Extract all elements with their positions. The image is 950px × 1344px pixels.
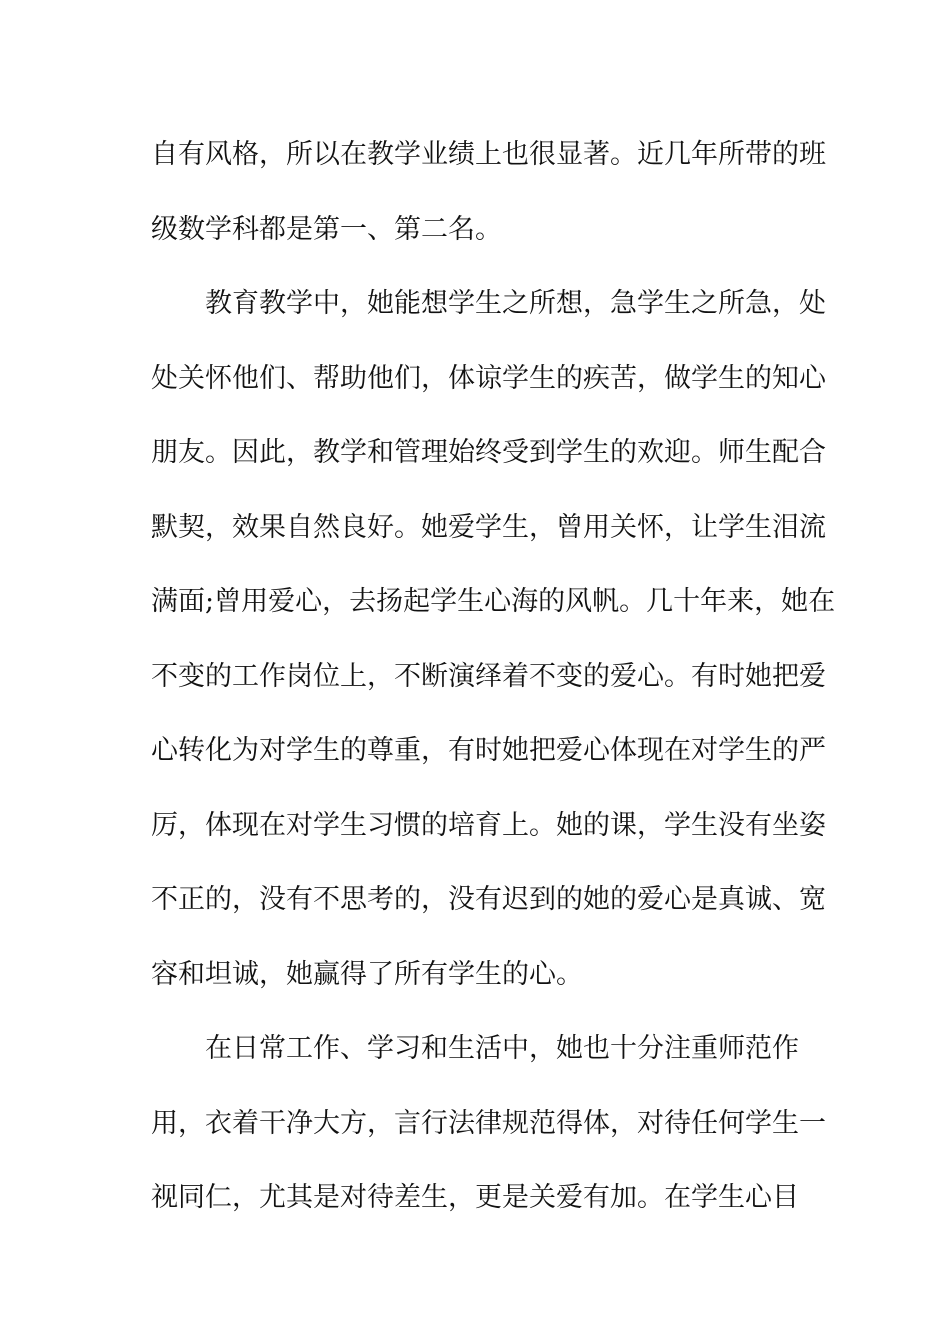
text-line-6: 默契，效果自然良好。她爱学生，曾用关怀，让学生泪流 xyxy=(151,511,826,543)
paragraph-2-first-line: 教育教学中，她能想学生之所想，急学生之所急，处 xyxy=(205,288,826,319)
text-line-11: 不正的，没有不思考的，没有迟到的她的爱心是真诚、宽 xyxy=(151,884,826,915)
text-line-9: 心转化为对学生的尊重，有时她把爱心体现在对学生的严 xyxy=(151,735,826,766)
text-line-2: 级数学科都是第一、第二名。 xyxy=(151,213,502,245)
text-line-7: 满面;曾用爱心，去扬起学生心海的风帆。几十年来，她在 xyxy=(151,586,836,617)
text-line-15: 视同仁，尤其是对待差生，更是关爱有加。在学生心目 xyxy=(151,1182,799,1213)
text-line-4: 处关怀他们、帮助他们，体谅学生的疾苦，做学生的知心 xyxy=(151,362,826,394)
paragraph-3-first-line: 在日常工作、学习和生活中，她也十分注重师范作 xyxy=(205,1033,799,1064)
text-line-8: 不变的工作岗位上，不断演绎着不变的爱心。有时她把爱 xyxy=(151,660,826,692)
text-line-12: 容和坦诚，她赢得了所有学生的心。 xyxy=(151,958,583,990)
text-line-1: 自有风格，所以在教学业绩上也很显著。近几年所带的班 xyxy=(151,139,826,170)
text-line-14: 用，衣着干净大方，言行法律规范得体，对待任何学生一 xyxy=(151,1107,826,1139)
text-line-10: 厉，体现在对学生习惯的培育上。她的课，学生没有坐姿 xyxy=(151,809,826,841)
document-body xyxy=(151,118,836,1236)
text-line-5: 朋友。因此，教学和管理始终受到学生的欢迎。师生配合 xyxy=(151,437,826,468)
